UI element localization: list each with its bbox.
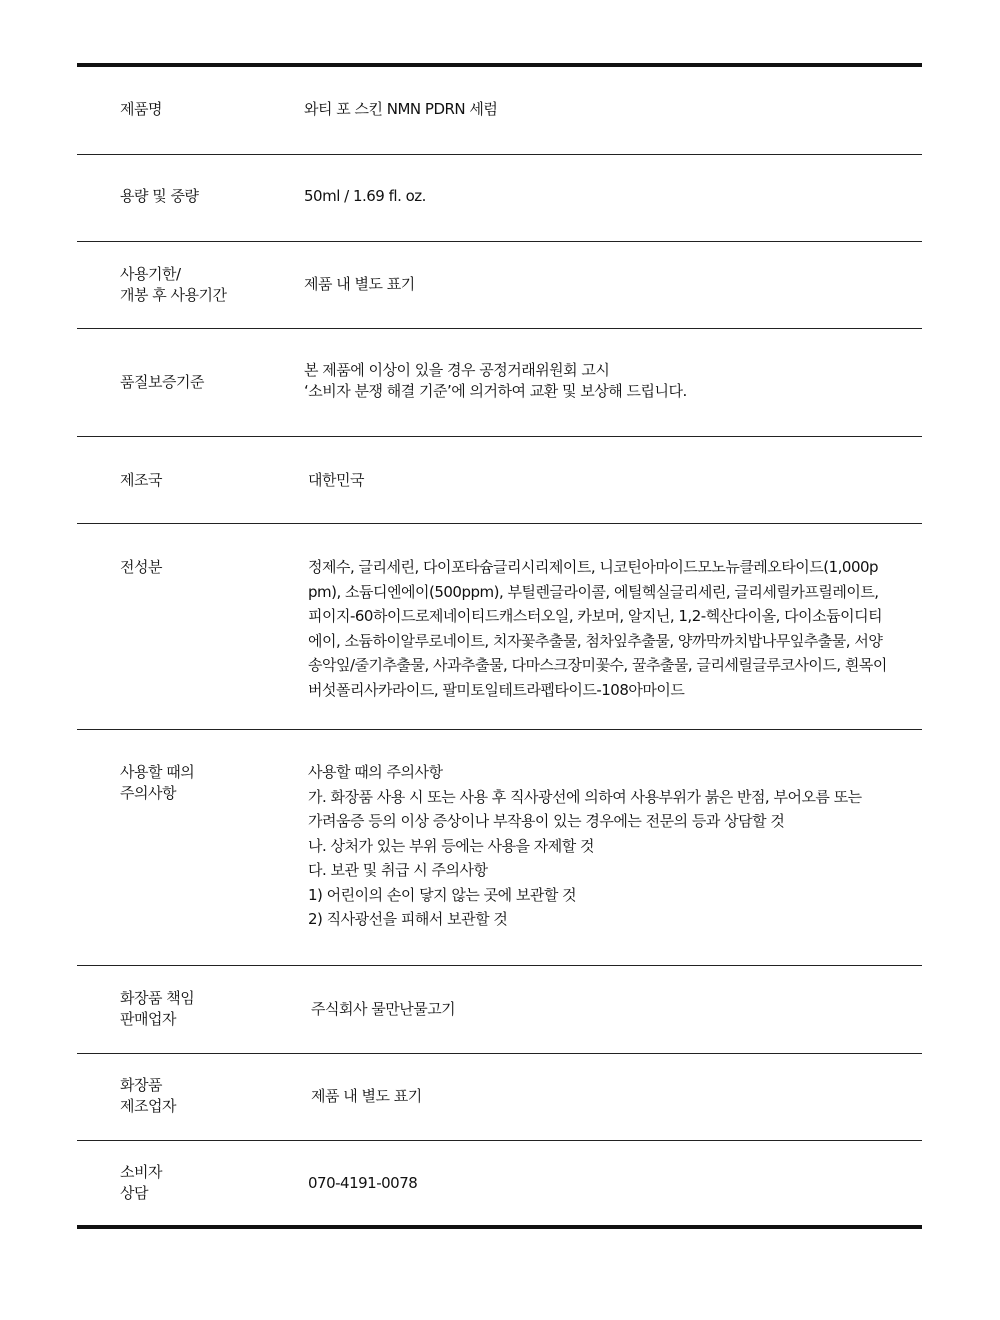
row-divider	[77, 1140, 922, 1141]
row-value-country: 대한민국	[308, 471, 364, 489]
row-divider	[77, 241, 922, 242]
row-label-precautions: 사용할 때의 주의사항	[120, 763, 195, 802]
row-label-quality-guarantee: 품질보증기준	[120, 373, 204, 391]
row-label-ingredients: 전성분	[120, 558, 162, 576]
row-divider	[77, 965, 922, 966]
row-label-capacity: 용량 및 중량	[120, 187, 199, 205]
row-label-manufacturer: 화장품 제조업자	[120, 1076, 176, 1115]
row-label-product-name: 제품명	[120, 100, 162, 118]
row-value-expiry: 제품 내 별도 표기	[304, 275, 415, 293]
row-label-responsible-seller: 화장품 책임 판매업자	[120, 989, 195, 1028]
row-divider	[77, 729, 922, 730]
row-value-customer-service: 070-4191-0078	[308, 1174, 418, 1192]
row-divider	[77, 1053, 922, 1054]
row-value-manufacturer: 제품 내 별도 표기	[311, 1087, 422, 1105]
row-label-expiry: 사용기한/ 개봉 후 사용기간	[120, 265, 227, 304]
row-divider	[77, 328, 922, 329]
row-label-customer-service: 소비자 상담	[120, 1163, 162, 1202]
row-value-product-name: 와티 포 스킨 NMN PDRN 세럼	[304, 100, 498, 118]
row-value-quality-guarantee: 본 제품에 이상이 있을 경우 공정거래위원회 고시 ‘소비자 분쟁 해결 기준’에 의거하여 교환 및 보상해 드립니다.	[304, 361, 687, 400]
row-value-responsible-seller: 주식회사 물만난물고기	[311, 1000, 456, 1018]
row-value-ingredients: 정제수, 글리세린, 다이포타슘글리시리제이트, 니코틴아마이드모노뉴클레오타이드(1,000p pm), 소듐디엔에이(500ppm), 부틸렌글라이콜, 에틸헥실글리세린, 글리세릴카프릴레이트, 피이지-60하이드로제네이티드캐스터오일, 카보머, 알지닌, 1,2-헥산다이올, 다이소듐이디티 에이, 소듐하이알루로네이트, 치자꽃추출물, 첨차잎추출물, 양까막까치밥나무잎추출물, 서양 송악잎/줄기추출물, 사과추출물, 다마스크장미꽃수, 꿀추출물, 글리세릴글루코사이드, 흰목이 버섯폴리사카라이드, 팔미토일테트라펩타이드-108아마이드	[308, 558, 887, 699]
table-bottom-border	[77, 1225, 922, 1229]
row-value-capacity: 50ml / 1.69 fl. oz.	[304, 187, 426, 205]
row-divider	[77, 436, 922, 437]
row-divider	[77, 523, 922, 524]
row-value-precautions: 사용할 때의 주의사항 가. 화장품 사용 시 또는 사용 후 직사광선에 의하여 사용부위가 붉은 반점, 부어오름 또는 가려움증 등의 이상 증상이나 부작용이 있는 경우에는 전문의 등과 상담할 것 나. 상처가 있는 부위 등에는 사용을 자제할 것 다. 보관 및 취급 시 주의사항 1) 어린이의 손이 닿지 않는 곳에 보관할 것 2) 직사광선을 피해서 보관할 것	[308, 763, 862, 928]
table-top-border	[77, 63, 922, 67]
row-label-country: 제조국	[120, 471, 162, 489]
row-divider	[77, 154, 922, 155]
